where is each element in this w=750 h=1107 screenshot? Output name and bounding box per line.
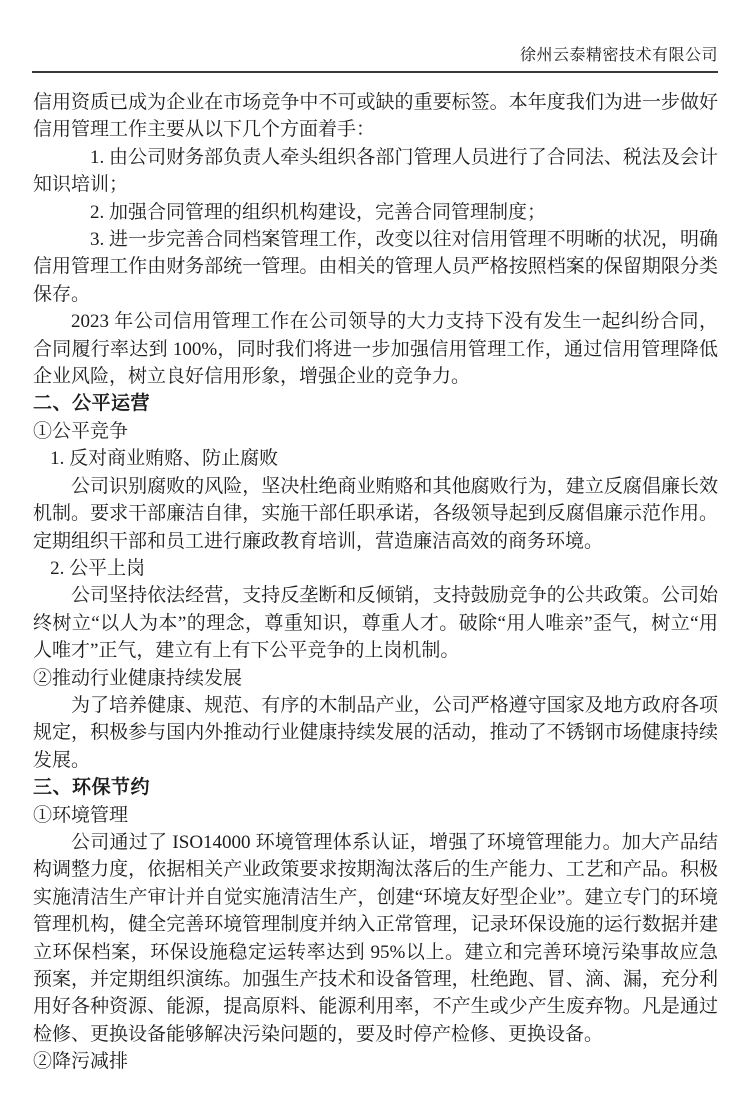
paragraph-industry-health: 为了培养健康、规范、有序的木制品产业，公司严格遵守国家及地方政府各项规定，积极参与国内外推动行业健康持续发展的活动，推动了不锈钢市场健康持续发展。	[33, 694, 718, 771]
page-header	[32, 46, 718, 73]
company-name: 徐州云泰精密技术有限公司	[519, 47, 718, 64]
list-item-contract-archive: 3. 进一步完善合同档案管理工作，改变以往对信用管理不明晰的状况，明确信用管理工作由财务部统一管理。由相关的管理人员严格按照档案的保留期限分类保存。	[33, 229, 718, 305]
label-industry-health: ②推动行业健康持续发展	[33, 667, 243, 689]
heading-fair-operation: 二、公平运营	[33, 393, 151, 415]
paragraph-anti-corruption: 公司识别腐败的风险，坚决杜绝商业贿赂和其他腐败行为，建立反腐倡廉长效机制。要求干部廉洁自律，实施干部任职承诺，各级领导起到反腐倡廉示范作用。定期组织干部和员工进行廉政教育培训，营造廉洁高效的商务环境。	[33, 475, 718, 552]
label-fair-competition: ①公平竞争	[33, 420, 129, 442]
document-page	[0, 46, 750, 1107]
heading-environmental: 三、环保节约	[33, 777, 151, 799]
paragraph-fair-posting: 公司坚持依法经营，支持反垄断和反倾销，支持鼓励竞争的公共政策。公司始终树立“以人为本”的理念，尊重知识，尊重人才。破除“用人唯亲”歪气，树立“用人唯才”正气，建立有上有下公平竞争的上岗机制。	[33, 585, 718, 662]
list-item-contract-training: 1. 由公司财务部负责人牵头组织各部门管理人员进行了合同法、税法及会计知识培训；	[33, 146, 718, 196]
document-body	[33, 89, 718, 1076]
subitem-anti-bribery: 1. 反对商业贿赂、防止腐败	[50, 448, 279, 470]
paragraph-credit-summary: 2023 年公司信用管理工作在公司领导的大力支持下没有发生一起纠纷合同，合同履行率达到 100%，同时我们将进一步加强信用管理工作，通过信用管理降低企业风险，树立良好信用形象，增强企业的竞争力。	[33, 311, 718, 388]
subitem-fair-posting: 2. 公平上岗	[50, 557, 146, 579]
list-item-contract-organization: 2. 加强合同管理的组织机构建设，完善合同管理制度；	[90, 201, 547, 223]
label-pollution-reduction: ②降污减排	[33, 1051, 129, 1073]
paragraph-credit-management: 信用资质已成为企业在市场竞争中不可或缺的重要标签。本年度我们为进一步做好信用管理工作主要从以下几个方面着手：	[33, 92, 718, 141]
paragraph-environment-management: 公司通过了 ISO14000 环境管理体系认证，增强了环境管理能力。加大产品结构调整力度，依据相关产业政策要求按期淘汰落后的生产能力、工艺和产品。积极实施清洁生产审计并自觉实施清洁生产，创建“环境友好型企业”。建立专门的环境管理机构，健全完善环境管理制度并纳入正常管理，记录环保设施的运行数据并建立环保档案，环保设施稳定运转率达到 95%以上。建立和完善环境污染事故应急预案，并定期组织演练。加强生产技术和设备管理，杜绝跑、冒、滴、漏，充分利用好各种资源、能源，提高原料、能源利用率，不产生或少产生废弃物。凡是通过检修、更换设备能够解决污染问题的，要及时停产检修、更换设备。	[33, 831, 718, 1045]
label-environment-management: ①环境管理	[33, 804, 129, 826]
